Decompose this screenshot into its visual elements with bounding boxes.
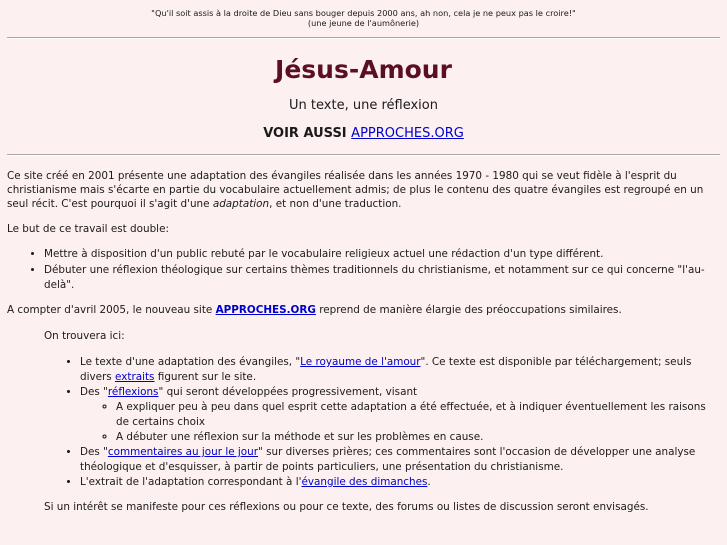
- header-divider: [7, 154, 720, 156]
- approches-paragraph: A compter d'avril 2005, le nouveau site APPROCHES.ORG reprend de manière élargie des préoccupations similaires.: [7, 304, 622, 316]
- evangile-dimanches-link[interactable]: évangile des dimanches: [301, 476, 428, 488]
- purpose-paragraph: Le but de ce travail est double:: [7, 223, 169, 235]
- quote-text: "Qu'il soit assis à la droite de Dieu sans bouger depuis 2000 ans, ah non, cela je ne peux pas le croire!": [151, 8, 576, 18]
- approches-link[interactable]: APPROCHES.ORG: [215, 304, 316, 316]
- list-item: • Le texte d'une adaptation des évangiles, "Le royaume de l'amour". Ce texte est disponible par téléchargement; seuls divers extraits figurent sur le site.: [80, 355, 716, 385]
- see-also-label: VOIR AUSSI: [263, 126, 352, 141]
- quote-attribution: (une jeune de l'aumônerie): [307, 18, 420, 28]
- list-item: ◦ A expliquer peu à peu dans quel esprit cette adaptation a été effectuée, et à indiquer éventuellement les raisons de certains choix: [116, 400, 716, 430]
- page-title: Jésus-Amour: [275, 55, 452, 84]
- extraits-link[interactable]: extraits: [115, 371, 155, 383]
- list-item: • L'extrait de l'adaptation correspondant à l'évangile des dimanches.: [80, 475, 716, 490]
- intro-paragraph: Ce site créé en 2001 présente une adaptation des évangiles réalisée dans les années 1970 - 1980 qui se veut fidèle à l'esprit du christianisme mais s'écarte en partie du vocabulaire actuellement admis; de plus le contenu des quatre évangiles est regroupé en un seul récit. C'est pourquoi il s'agit d'une adaptation, et non d'une traduction.: [7, 170, 704, 210]
- list-item: ◦ A débuter une réflexion sur la méthode et sur les problèmes en cause.: [116, 430, 716, 445]
- contents-list: [44, 355, 716, 490]
- top-divider: [7, 37, 720, 39]
- reflexions-link[interactable]: réflexions: [107, 386, 159, 398]
- epigraph-quote: [0, 0, 727, 28]
- royaume-link[interactable]: Le royaume de l'amour: [300, 356, 421, 368]
- contents-section: [7, 329, 720, 514]
- closing-paragraph: Si un intérêt se manifeste pour ces réflexions ou pour ce texte, des forums ou listes de discussion seront envisagés.: [44, 501, 649, 513]
- commentaires-link[interactable]: commentaires au jour le jour: [107, 446, 259, 458]
- main-content: [0, 169, 727, 514]
- list-item: • Débuter une réflexion théologique sur certains thèmes traditionnels du christianisme, et notamment sur ce qui concerne "l'au-delà".: [44, 263, 720, 293]
- see-also-link[interactable]: APPROCHES.ORG: [351, 126, 464, 141]
- intro-emphasis: adaptation: [212, 198, 270, 210]
- see-also-line: [0, 126, 727, 142]
- reflexions-sublist: [80, 400, 716, 445]
- page-subtitle: Un texte, une réflexion: [289, 98, 438, 113]
- contents-intro: On trouvera ici:: [44, 330, 125, 342]
- list-item: • Mettre à disposition d'un public rebuté par le vocabulaire religieux actuel une rédaction d'un type différent.: [44, 247, 720, 262]
- goals-list: [7, 247, 720, 293]
- list-item: • Des "réflexions" qui seront développées progressivement, visant ◦ A expliquer peu à peu dans quel esprit cette adaptation a été effectuée, et à indiquer éventuellement les raisons de certains choix ◦ A débuter une réflexion sur la méthode et sur les problèmes en cause.: [80, 385, 716, 445]
- list-item: • Des "commentaires au jour le jour" sur diverses prières; ces commentaires sont l'occasion de développer une analyse théologique et d'esquisser, à partir de points particuliers, une présentation du christianisme.: [80, 445, 716, 475]
